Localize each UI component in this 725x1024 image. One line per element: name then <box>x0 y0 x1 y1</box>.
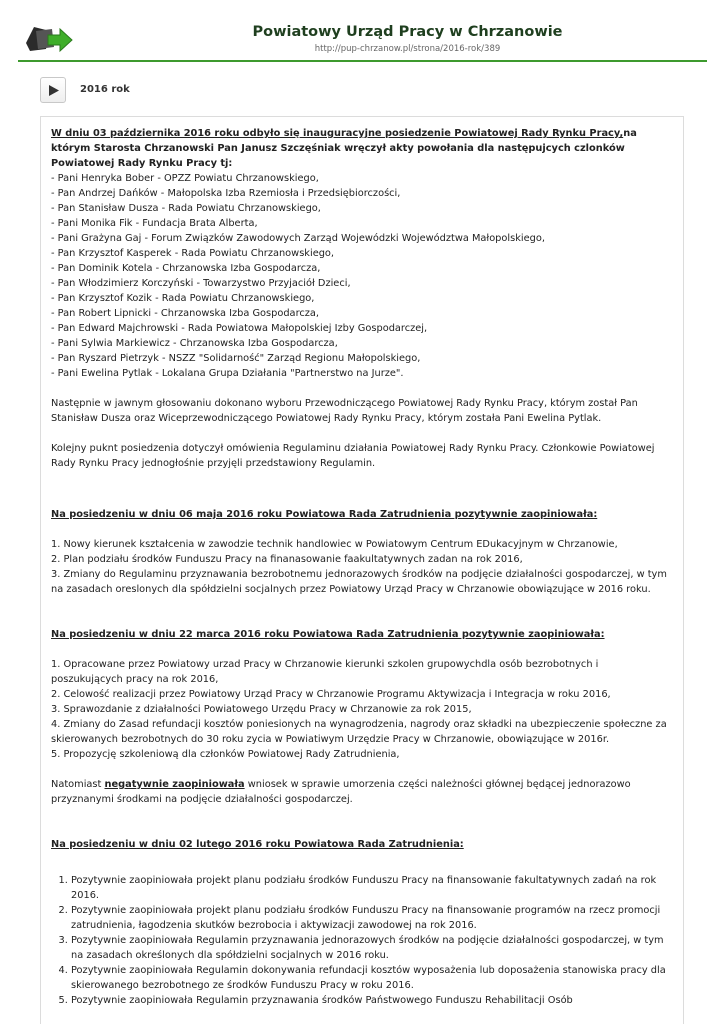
member-item: - Pan Stanisław Dusza - Rada Powiatu Chrzanowskiego, <box>51 203 321 214</box>
list-item: 4. Zmiany do Zasad refundacji kosztów poniesionych na wynagrodzenia, nagrody oraz składki na ubezpieczenie społeczne za <box>51 719 667 730</box>
member-item: - Pan Ryszard Pietrzyk - NSZZ "Solidarność" Zarząd Regionu Małopolskiego, <box>51 353 421 364</box>
neg-rest: wniosek w sprawie umorzenia części należności głównej będącej jednorazowo <box>244 779 631 790</box>
list-item: skierowanych bezrobotnych do 30 roku zycia w Powiatiwym Urzędzie Pracy w Chrzanowie, obowiązujące w 2016r. <box>51 734 610 745</box>
list-item: 2. Celowość realizacji przez Powiatowy Urząd Pracy w Chrzanowie Programu Aktywizacja i Integracja w roku 2016, <box>51 689 611 700</box>
list-item: 5. Propozycję szkoleniową dla członków Powiatowej Rady Zatrudnienia, <box>51 749 400 760</box>
article-content <box>40 116 684 1024</box>
may-list <box>51 537 673 597</box>
list-item: 5. Pozytywnie zaopiniowała Regulamin przyznawania środków Państwowego Funduszu Rehabilitacji Osób <box>71 993 673 1008</box>
list-item: 3. Zmiany do Regulaminu przyznawania bezrobotnemu jednorazowych środków na podjęcie działalności gospodarczej, w tym <box>51 569 667 580</box>
march-list <box>51 657 673 762</box>
list-item: 3. Pozytywnie zaopiniowała Regulamin przyznawania jednorazowych środków na podjęcie działalności gospodarczej, w tym na zasadach określonych dla spółdzielni socjalnych w 2016 roku. <box>71 933 673 963</box>
may-heading: Na posiedzeniu w dniu 06 maja 2016 roku Powiatowa Rada Zatrudnienia pozytywnie zaopiniowała: <box>51 509 598 520</box>
list-item: 1. Pozytywnie zaopiniowała projekt planu podziału środków Funduszu Pracy na finansowanie fakultatywnych zadań na rok 2016. <box>71 873 673 903</box>
site-title: Powiatowy Urząd Pracy w Chrzanowie <box>252 24 563 40</box>
list-item: 2. Pozytywnie zaopiniowała projekt planu podziału środków Funduszu Pracy na finansowanie programów na rzecz promocji zatrudnienia, łagodzenia skutków bezrobocia i aktywizacji zawodowej na rok 2016. <box>71 903 673 933</box>
february-heading: Na posiedzeniu w dniu 02 lutego 2016 roku Powiatowa Rada Zatrudnienia: <box>51 839 464 850</box>
election-paragraph <box>51 396 673 426</box>
section-toggle-button[interactable] <box>40 77 66 103</box>
page-header <box>0 0 725 64</box>
member-item: - Pan Włodzimierz Korczyński - Towarzystwo Przyjaciół Dzieci, <box>51 278 351 289</box>
list-item: 1. Opracowane przez Powiatowy urzad Pracy w Chrzanowie kierunki szkolen grupowychdla osób bezrobotnych i <box>51 659 599 670</box>
february-list <box>51 873 673 1008</box>
member-item: - Pani Sylwia Markiewicz - Chrzanowska Izba Gospodarcza, <box>51 338 338 349</box>
list-item: poszukujących pracy na rok 2016, <box>51 674 219 685</box>
intro-line2: którym Starosta Chrzanowski Pan Janusz Szczęśniak wręczył akty powołania dla następujcych czlonków <box>51 143 625 154</box>
list-item: 2. Plan podziału środków Funduszu Pracy na finanasowanie faakultatywnych zadan na rok 2016, <box>51 554 523 565</box>
list-item: na zasadach oreslonych dla spółdzielni socjalnych przez Powiatowy Urząd Pracy w Chrzanowie obowiązujące w 2016 roku. <box>51 584 651 595</box>
march-heading: Na posiedzeniu w dniu 22 marca 2016 roku Powiatowa Rada Zatrudnienia pozytywnie zaopiniowała: <box>51 629 605 640</box>
member-item: - Pan Edward Majchrowski - Rada Powiatowa Małopolskiej Izby Gospodarczej, <box>51 323 428 334</box>
neg-emphasis: negatywnie zaopiniowała <box>104 779 245 790</box>
members-list <box>51 171 673 381</box>
neg-prefix: Natomiast <box>51 779 105 790</box>
member-item: - Pani Ewelina Pytlak - Lokalana Grupa Działania "Partnerstwo na Jurze". <box>51 368 404 379</box>
text-line: Kolejny puknt posiedzenia dotyczył omówienia Regulaminu działania Powiatowej Rady Rynku Pracy. Członkowie Powiatowej <box>51 443 655 454</box>
intro-line1-rest: na <box>623 128 637 139</box>
site-url[interactable]: http://pup-chrzanow.pl/strona/2016-rok/389 <box>314 44 501 54</box>
list-item: 3. Sprawozdanie z działalności Powiatowego Urzędu Pracy w Chrzanowie za rok 2015, <box>51 704 472 715</box>
list-item: 1. Nowy kierunek kształcenia w zawodzie technik handlowiec w Powiatowym Centrum EDukacyjnym w Chrzanowie, <box>51 539 618 550</box>
text-line: Rady Rynku Pracy jednogłośnie przyjęli przedstawiony Regulamin. <box>51 458 376 469</box>
member-item: - Pani Monika Fik - Fundacja Brata Alberta, <box>51 218 258 229</box>
intro-paragraph <box>51 126 673 171</box>
text-line: Stanisław Dusza oraz Wiceprzewodniczącego Powiatowej Rady Rynku Pracy, którym została Pani Ewelina Pytlak. <box>51 413 602 424</box>
member-item: - Pani Grażyna Gaj - Forum Związków Zawodowych Zarząd Wojewódzki Województwa Małopolskiego, <box>51 233 545 244</box>
negative-opinion-paragraph <box>51 777 673 807</box>
intro-line3: Powiatowej Rady Rynku Pracy tj: <box>51 158 233 169</box>
play-arrow-icon <box>48 84 60 97</box>
intro-underlined: W dniu 03 października 2016 roku odbyło się inauguracyjne posiedzenie Powiatowej Rady Rynku Pracy, <box>51 128 624 139</box>
member-item: - Pan Dominik Kotela - Chrzanowska Izba Gospodarcza, <box>51 263 321 274</box>
member-item: - Pan Krzysztof Kasperek - Rada Powiatu Chrzanowskiego, <box>51 248 335 259</box>
member-item: - Pan Krzysztof Kozik - Rada Powiatu Chrzanowskiego, <box>51 293 315 304</box>
text-line: Następnie w jawnym głosowaniu dokonano wyboru Przewodniczącego Powiatowej Rady Rynku Pracy, którym został Pan <box>51 398 638 409</box>
member-item: - Pan Robert Lipnicki - Chrzanowska Izba Gospodarcza, <box>51 308 320 319</box>
list-item: 4. Pozytywnie zaopiniowała Regulamin dokonywania refundacji kosztów wyposażenia lub doposażenia stanowiska pracy dla skierowanego bezrobotnego ze środków Funduszu Pracy w roku 2016. <box>71 963 673 993</box>
member-item: - Pani Henryka Bober - OPZZ Powiatu Chrzanowskiego, <box>51 173 319 184</box>
header-divider <box>18 60 707 62</box>
section-title: 2016 rok <box>80 84 130 95</box>
neg-rest-2: przyznanymi środkami na podjęcie działalności gospodarczej. <box>51 794 353 805</box>
member-item: - Pan Andrzej Dańków - Małopolska Izba Rzemiosła i Przedsiębiorczości, <box>51 188 401 199</box>
regulations-paragraph <box>51 441 673 471</box>
